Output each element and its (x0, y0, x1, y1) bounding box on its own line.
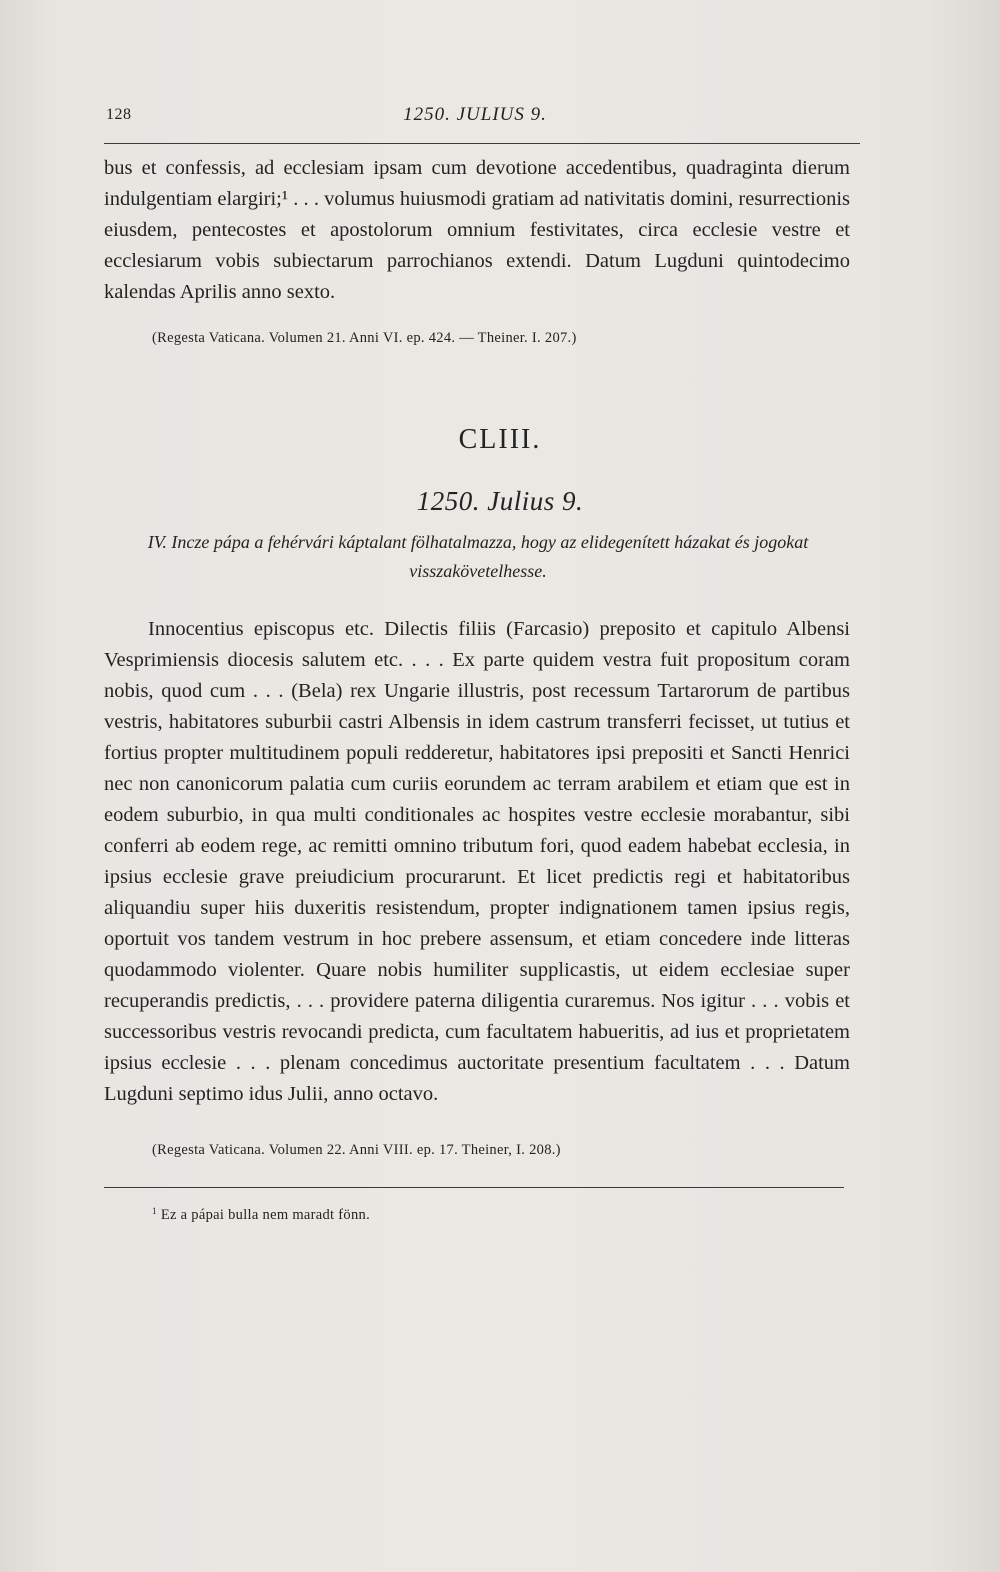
charter-source-reference: (Regesta Vaticana. Volumen 22. Anni VIII. ep. 17. Theiner, I. 208.) (152, 1142, 561, 1158)
document-number: CLIII. (458, 424, 542, 455)
document-summary: IV. Incze pápa a fehérvári káptalant fölhatalmazza, hogy az elidegenített házakat és jogokat visszakövetelhesse. (147, 532, 809, 581)
footnote-mark: 1 (152, 1206, 157, 1216)
source-reference: (Regesta Vaticana. Volumen 21. Anni VI. ep. 424. — Theiner. I. 207.) (152, 330, 577, 346)
footnote-text: Ez a pápai bulla nem maradt fönn. (160, 1207, 371, 1223)
running-head (106, 104, 844, 140)
running-title: 1250. JULIUS 9. (403, 104, 547, 125)
charter-text: Innocentius episcopus etc. Dilectis filiis (Farcasio) preposito et capitulo Albensi Vesprimiensis diocesis salutem etc. . . . Ex parte quidem vestra fuit propositum coram nobis, quod cum . . . (Bela) rex Ungarie illustris, post recessum Tartarorum de partibus vestris, habitatores suburbii castri Albensis in idem castrum transferri fecisset, ut tutius et fortius propter multitudinem populi redderetur, habitatores ipsi prepositi et Sancti Henrici nec non canonicorum palatia cum curiis eorundem ac terram arabilem et etiam que est in eodem suburbio, in qua multi conditionales ac hospites vestre ecclesie morabantur, sibi conferri ab eodem rege, ac remitti omnino tributum fori, quod eadem habebat ecclesia, in ipsius ecclesie grave preiudicium procurarunt. Et licet predictis regi et habitatoribus aliquandiu super hiis duxeritis resistendum, propter indignationem tamen ipsius regis, oportuit vos tandem vestrum in hoc prebere assensum, et etiam concedere inde litteras quodammodo violenter. Quare nobis humiliter supplicastis, ut eidem ecclesiae super recuperandis predictis, . . . providere paterna diligentia curaremus. Nos igitur . . . vobis et successoribus vestris revocandi predicta, cum facultatem habueritis, ad ius et proprietatem ipsius ecclesie . . . plenam concedimus auctoritate presentium facultatem . . . Datum Lugduni septimo idus Julii, anno octavo. (104, 618, 850, 1105)
header-rule (104, 143, 860, 144)
footnote-rule (104, 1187, 844, 1188)
page-number: 128 (106, 106, 132, 123)
continuation-paragraph: bus et confessis, ad ecclesiam ipsam cum devotione accedentibus, quadraginta dierum indulgentiam elargiri;¹ . . . volumus huiusmodi gratiam ad nativitatis domini, resurrectionis eiusdem, pentecostes et apostolorum omnium festivitates, circa ecclesie vestre et ecclesiarum vobis subiectarum parrochianos extendi. Datum Lugduni quintodecimo kalendas Aprilis anno sexto. (104, 157, 850, 303)
footnote (152, 1206, 370, 1224)
document-date: 1250. Julius 9. (416, 486, 584, 516)
